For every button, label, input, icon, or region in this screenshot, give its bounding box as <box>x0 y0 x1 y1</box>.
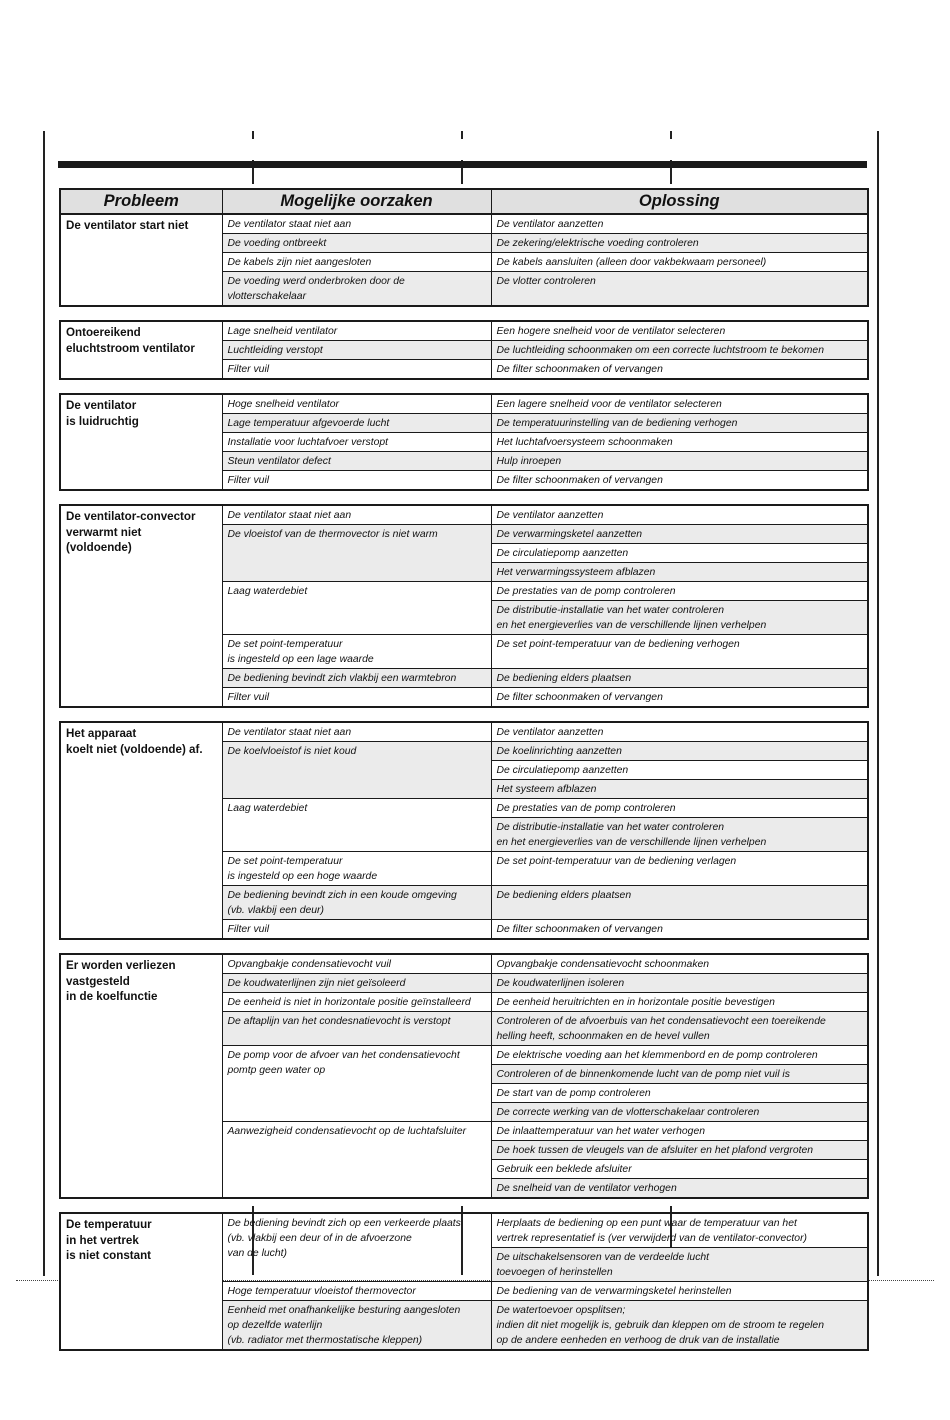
problem-cell: De ventilator is luidruchtig <box>60 394 222 490</box>
cause-cell: De pomp voor de afvoer van het condensatievocht pomtp geen water op <box>222 1046 491 1122</box>
cause-cell: Filter vuil <box>222 471 491 491</box>
cause-cell: Eenheid met onafhankelijke besturing aangesloten op dezelfde waterlijn (vb. radiator met thermostatische kleppen) <box>222 1301 491 1351</box>
solution-cell: De bediening van de verwarmingsketel herinstellen <box>491 1282 868 1301</box>
solution-cell: De bediening elders plaatsen <box>491 669 868 688</box>
cause-cell: Laag waterdebiet <box>222 799 491 852</box>
cause-cell: De kabels zijn niet aangesloten <box>222 253 491 272</box>
tick-mark <box>461 131 463 139</box>
header-problem: Probleem <box>60 189 222 214</box>
problem-cell: Er worden verliezen vastgesteld in de koelfunctie <box>60 954 222 1198</box>
solution-cell: De filter schoonmaken of vervangen <box>491 920 868 940</box>
solution-cell: De hoek tussen de vleugels van de afsluiter en het plafond vergroten <box>491 1141 868 1160</box>
solution-cell: De ventilator aanzetten <box>491 215 868 234</box>
problem-group <box>59 504 869 708</box>
solution-cell: De filter schoonmaken of vervangen <box>491 360 868 380</box>
problem-groups <box>59 214 867 1351</box>
header-solution: Oplossing <box>491 189 868 214</box>
header-causes: Mogelijke oorzaken <box>222 189 491 214</box>
solution-cell: Het systeem afblazen <box>491 780 868 799</box>
troubleshooting-table <box>59 188 867 1351</box>
solution-cell: De eenheid heruitrichten en in horizontale positie bevestigen <box>491 993 868 1012</box>
cause-cell: Hoge snelheid ventilator <box>222 394 491 414</box>
solution-cell: De circulatiepomp aanzetten <box>491 761 868 780</box>
cause-cell: De aftaplijn van het condesnatievocht is verstopt <box>222 1012 491 1046</box>
problem-group <box>59 1212 869 1351</box>
solution-cell: De snelheid van de ventilator verhogen <box>491 1179 868 1199</box>
group-spacer <box>59 307 867 320</box>
cause-cell: Opvangbakje condensatievocht vuil <box>222 954 491 974</box>
problem-cell: De ventilator-convector verwarmt niet (voldoende) <box>60 505 222 707</box>
cause-cell: De ventilator staat niet aan <box>222 215 491 234</box>
solution-cell: Hulp inroepen <box>491 452 868 471</box>
cause-cell: Hoge temperatuur vloeistof thermovector <box>222 1282 491 1301</box>
solution-cell: De elektrische voeding aan het klemmenbord en de pomp controleren <box>491 1046 868 1065</box>
solution-cell: De prestaties van de pomp controleren <box>491 799 868 818</box>
solution-cell: De inlaattemperatuur van het water verhogen <box>491 1122 868 1141</box>
table-row <box>60 321 868 341</box>
group-spacer <box>59 491 867 504</box>
solution-cell: De kabels aansluiten (alleen door vakbekwaam personeel) <box>491 253 868 272</box>
solution-cell: Een hogere snelheid voor de ventilator selecteren <box>491 321 868 341</box>
problem-group <box>59 953 869 1199</box>
table-row <box>60 394 868 414</box>
header-bar <box>58 161 867 168</box>
tick-mark <box>670 131 672 139</box>
problem-group <box>59 320 869 380</box>
solution-cell: De ventilator aanzetten <box>491 722 868 742</box>
cause-cell: De koudwaterlijnen zijn niet geïsoleerd <box>222 974 491 993</box>
solution-cell: Gebruik een beklede afsluiter <box>491 1160 868 1179</box>
group-spacer <box>59 1199 867 1212</box>
solution-cell: De distributie-installatie van het water controleren en het energieverlies van de verschillende lijnen verhelpen <box>491 601 868 635</box>
solution-cell: De watertoevoer opsplitsen; indien dit niet mogelijk is, gebruik dan kleppen om de stroom te regelen op de andere eenheden en verhoog de druk van de installatie <box>491 1301 868 1351</box>
solution-cell: Opvangbakje condensatievocht schoonmaken <box>491 954 868 974</box>
cause-cell: De ventilator staat niet aan <box>222 505 491 525</box>
cause-cell: De koelvloeistof is niet koud <box>222 742 491 799</box>
problem-cell: De temperatuur in het vertrek is niet constant <box>60 1213 222 1350</box>
cause-cell: De bediening bevindt zich op een verkeerde plaats (vb. vlakbij een deur of in de afvoerzone van de lucht) <box>222 1213 491 1282</box>
cause-cell: Aanwezigheid condensatievocht op de luchtafsluiter <box>222 1122 491 1199</box>
solution-cell: De start van de pomp controleren <box>491 1084 868 1103</box>
cause-cell: De ventilator staat niet aan <box>222 722 491 742</box>
cause-cell: Filter vuil <box>222 920 491 940</box>
problem-group <box>59 721 869 940</box>
problem-cell: Het apparaat koelt niet (voldoende) af. <box>60 722 222 939</box>
problem-cell: De ventilator start niet <box>60 215 222 307</box>
solution-cell: De ventilator aanzetten <box>491 505 868 525</box>
solution-cell: De prestaties van de pomp controleren <box>491 582 868 601</box>
group-spacer <box>59 940 867 953</box>
solution-cell: De koudwaterlijnen isoleren <box>491 974 868 993</box>
solution-cell: De correcte werking van de vlotterschakelaar controleren <box>491 1103 868 1122</box>
solution-cell: De zekering/elektrische voeding controleren <box>491 234 868 253</box>
cause-cell: Lage temperatuur afgevoerde lucht <box>222 414 491 433</box>
solution-cell: Controleren of de afvoerbuis van het condensatievocht een toereikende helling heeft, schoonmaken en de hevel vullen <box>491 1012 868 1046</box>
cause-cell: Installatie voor luchtafvoer verstopt <box>222 433 491 452</box>
solution-cell: Het verwarmingssysteem afblazen <box>491 563 868 582</box>
cause-cell: Luchtleiding verstopt <box>222 341 491 360</box>
solution-cell: De koelinrichting aanzetten <box>491 742 868 761</box>
solution-cell: De uitschakelsensoren van de verdeelde lucht toevoegen of herinstellen <box>491 1248 868 1282</box>
table-row <box>60 954 868 974</box>
cause-cell: De bediening bevindt zich in een koude omgeving (vb. vlakbij een deur) <box>222 886 491 920</box>
solution-cell: Controleren of de binnenkomende lucht van de pomp niet vuil is <box>491 1065 868 1084</box>
cause-cell: De set point-temperatuur is ingesteld op een lage waarde <box>222 635 491 669</box>
solution-cell: De set point-temperatuur van de bediening verhogen <box>491 635 868 669</box>
group-spacer <box>59 380 867 393</box>
cause-cell: Filter vuil <box>222 688 491 708</box>
tick-mark <box>252 131 254 139</box>
left-border-line <box>43 131 45 1276</box>
solution-cell: De distributie-installatie van het water controleren en het energieverlies van de verschillende lijnen verhelpen <box>491 818 868 852</box>
cause-cell: De vloeistof van de thermovector is niet warm <box>222 525 491 582</box>
cause-cell: Steun ventilator defect <box>222 452 491 471</box>
cause-cell: Laag waterdebiet <box>222 582 491 635</box>
group-spacer <box>59 708 867 721</box>
cause-cell: De bediening bevindt zich vlakbij een warmtebron <box>222 669 491 688</box>
solution-cell: De luchtleiding schoonmaken om een correcte luchtstroom te bekomen <box>491 341 868 360</box>
right-border-line <box>877 131 879 1276</box>
problem-group <box>59 393 869 491</box>
solution-cell: De set point-temperatuur van de bediening verlagen <box>491 852 868 886</box>
cause-cell: De eenheid is niet in horizontale positie geïnstalleerd <box>222 993 491 1012</box>
table-header <box>59 188 869 214</box>
solution-cell: De filter schoonmaken of vervangen <box>491 471 868 491</box>
solution-cell: De filter schoonmaken of vervangen <box>491 688 868 708</box>
problem-group <box>59 214 869 307</box>
solution-cell: De circulatiepomp aanzetten <box>491 544 868 563</box>
solution-cell: De vlotter controleren <box>491 272 868 307</box>
problem-cell: Ontoereikend eluchtstroom ventilator <box>60 321 222 379</box>
table-row <box>60 215 868 234</box>
table-row <box>60 505 868 525</box>
solution-cell: Het luchtafvoersysteem schoonmaken <box>491 433 868 452</box>
table-row <box>60 1213 868 1248</box>
solution-cell: De verwarmingsketel aanzetten <box>491 525 868 544</box>
cause-cell: De voeding ontbreekt <box>222 234 491 253</box>
cause-cell: Lage snelheid ventilator <box>222 321 491 341</box>
cause-cell: De voeding werd onderbroken door de vlotterschakelaar <box>222 272 491 307</box>
solution-cell: De bediening elders plaatsen <box>491 886 868 920</box>
solution-cell: Een lagere snelheid voor de ventilator selecteren <box>491 394 868 414</box>
solution-cell: Herplaats de bediening op een punt waar de temperatuur van het vertrek representatief is (ver verwijderd van de ventilator-convector) <box>491 1213 868 1248</box>
solution-cell: De temperatuurinstelling van de bediening verhogen <box>491 414 868 433</box>
table-row <box>60 722 868 742</box>
cause-cell: De set point-temperatuur is ingesteld op een hoge waarde <box>222 852 491 886</box>
cause-cell: Filter vuil <box>222 360 491 380</box>
